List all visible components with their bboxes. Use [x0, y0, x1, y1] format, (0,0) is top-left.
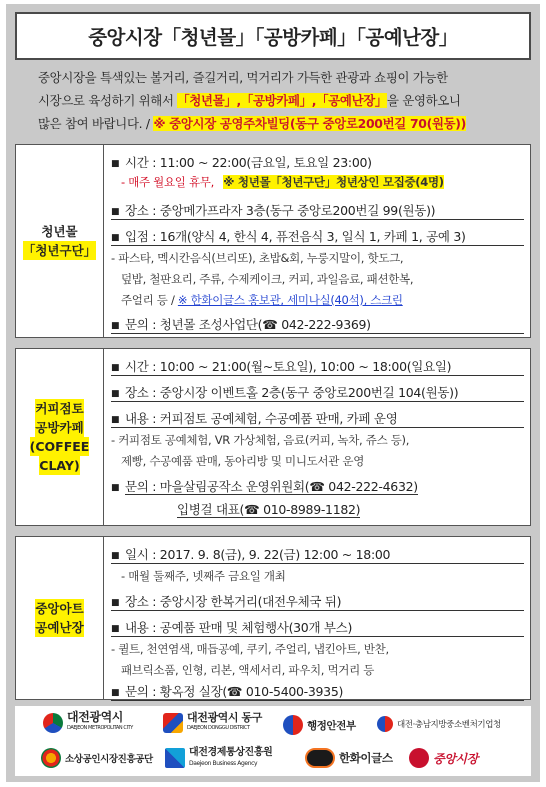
contact-row-2 [111, 500, 524, 518]
contact-row [111, 682, 524, 701]
logo-dba-sub: Daejeon Business Agency [189, 760, 258, 767]
place-row [111, 383, 524, 402]
contact-text-2: 입병걸 대표(☎ 010-8989-1182) [177, 502, 361, 517]
label-line-highlight: 「청년구단」 [22, 243, 97, 258]
logo-eagles-name: 한화이글스 [339, 751, 393, 765]
place-text: 장소 : 중앙메가프라자 3층(동구 중앙로200번길 99(원동)) [125, 203, 436, 218]
content-text: 내용 : 커피점토 공예체험, 수공예품 판매, 카페 운영 [125, 411, 398, 426]
intro-highlight: 「청년몰」,「공방카페」,「공예난장」 [177, 93, 388, 108]
contact-row [111, 315, 524, 334]
logo-donggu-text [187, 712, 262, 734]
stores-detail-2: 덮밥, 철판요리, 주류, 수제케이크, 커피, 과일음료, 패션한복, [121, 272, 414, 286]
logo-dba-name: 대전경제통상진흥원 [189, 747, 273, 758]
section-label [16, 349, 104, 525]
logo-semas-name: 소상공인시장진흥공단 [65, 754, 153, 765]
semas-emblem-icon [41, 748, 61, 768]
logo-sme-name: 대전·충남지방중소벤처기업청 [397, 720, 501, 730]
content-detail-2: 패브릭소품, 인형, 리본, 액세서리, 파우치, 먹거리 등 [121, 663, 375, 677]
label-line: 중앙아트 [35, 601, 84, 616]
content-text: 내용 : 공예품 판매 및 체험행사(30개 부스) [125, 620, 353, 635]
content-detail-2: 제빵, 수공예품 판매, 동아리방 및 미니도서관 운영 [121, 454, 365, 468]
logo-donggu [163, 712, 262, 734]
contact-text: 문의 : 황옥정 실장(☎ 010-5400-3935) [125, 684, 344, 699]
logo-market [409, 748, 478, 768]
logo-dba [165, 747, 272, 769]
logo-semas [41, 748, 153, 768]
place-row [111, 201, 524, 220]
page-title: 중앙시장「청년몰」「공방카페」「공예난장」 [15, 12, 531, 60]
section-label [16, 537, 104, 699]
logo-donggu-name: 대전광역시 동구 [187, 711, 263, 724]
label-line: 커피점토 [35, 401, 84, 416]
label-line: (COFFEE [29, 439, 90, 454]
bullet-icon: ■ [111, 232, 120, 243]
intro-line-3 [38, 112, 510, 135]
label-line: CLAY) [39, 458, 80, 473]
section-youth-mall [15, 144, 531, 338]
bullet-icon: ■ [111, 320, 120, 331]
content-row [111, 409, 524, 428]
logo-daejeon-sub: DAEJEON METROPOLITAN CITY [67, 725, 133, 731]
stores-detail-1: - 파스타, 멕시칸음식(브리또), 초밥&회, 누룽지말이, 핫도그, [111, 251, 404, 265]
logo-mois [283, 715, 356, 735]
label-line: 공방카페 [35, 420, 84, 435]
logo-daejeon-name: 대전광역시 [67, 710, 123, 724]
bullet-icon: ■ [111, 687, 120, 698]
section-coffee-clay [15, 348, 531, 526]
time-note-row [111, 174, 524, 190]
date-note: - 매월 둘째주, 넷째주 금요일 개최 [121, 569, 286, 583]
market-emblem-icon [409, 748, 429, 768]
intro-line-2 [38, 89, 510, 112]
stores-row [111, 227, 524, 246]
date-row [111, 545, 524, 564]
donggu-emblem-icon [163, 713, 183, 733]
logo-dba-text [189, 747, 272, 769]
intro-line-1: 중앙시장을 특색있는 볼거리, 즐길거리, 먹거리가 가득한 관광과 쇼핑이 가능한 [38, 70, 448, 85]
intro-line-2-text: 시장으로 육성하기 위해서 [38, 93, 178, 108]
bullet-icon: ■ [111, 623, 120, 634]
content-row [111, 618, 524, 637]
sponsor-logos [15, 706, 531, 776]
intro-line-3-text: 많은 참여 바랍니다. / [38, 116, 154, 131]
place-row [111, 592, 524, 611]
bullet-icon: ■ [111, 550, 120, 561]
logo-eagles [305, 748, 393, 768]
contact-row [111, 477, 524, 495]
time-row [111, 153, 524, 171]
logo-daejeon-text [67, 712, 133, 734]
daejeon-emblem-icon [43, 713, 63, 733]
bullet-icon: ■ [111, 414, 120, 425]
content-detail-1: - 퀼트, 천연염색, 매듭공예, 쿠키, 주얼리, 냅킨아트, 반찬, [111, 642, 389, 656]
parking-notice: ※ 중앙시장 공영주차빌딩(동구 중앙로200번길 70(원동)) [153, 116, 467, 131]
taegeuk-icon [377, 716, 393, 732]
bullet-icon: ■ [111, 158, 120, 169]
logo-donggu-sub: DAEJEON DONGGU DISTRICT [187, 725, 250, 731]
bullet-icon: ■ [111, 206, 120, 217]
place-text: 장소 : 중앙시장 이벤트홀 2층(동구 중앙로200번길 104(원동)) [125, 385, 459, 400]
stores-detail-3 [111, 292, 524, 308]
eagles-emblem-icon [305, 748, 335, 768]
time-row [111, 357, 524, 376]
logo-daejeon [43, 712, 133, 734]
bullet-icon: ■ [111, 388, 120, 399]
bullet-icon: ■ [111, 482, 120, 493]
contact-text: 문의 : 청년몰 조성사업단(☎ 042-222-9369) [125, 317, 371, 332]
section-label [16, 145, 104, 337]
bullet-icon: ■ [111, 597, 120, 608]
time-text: 시간 : 11:00 ~ 22:00(금요일, 토요일 23:00) [125, 155, 372, 170]
section-craft-market [15, 536, 531, 700]
logo-mois-name: 행정안전부 [307, 719, 356, 732]
label-line: 공예난장 [35, 620, 84, 635]
dba-emblem-icon [165, 748, 185, 768]
stores-text: 입점 : 16개(양식 4, 한식 4, 퓨전음식 3, 일식 1, 카페 1, 공예 3) [125, 229, 466, 244]
taegeuk-icon [283, 715, 303, 735]
logo-market-name: 중앙시장 [433, 751, 478, 766]
holiday-note: - 매주 월요일 휴무, [121, 175, 214, 189]
contact-text: 문의 : 마을살림공작소 운영위원회(☎ 042-222-4632) [125, 479, 418, 494]
intro-line-2-end: 을 운영하오니 [387, 93, 461, 108]
intro-text [38, 66, 510, 135]
date-text: 일시 : 2017. 9. 8(금), 9. 22(금) 12:00 ~ 18:00 [125, 547, 391, 562]
recruit-note: ※ 청년몰「청년구단」청년상인 모집중(4명) [223, 175, 444, 189]
content-detail-1: - 커피점토 공예체험, VR 가상체험, 음료(커피, 녹차, 쥬스 등), [111, 433, 410, 447]
eagles-promo-link: ※ 한화이글스 홍보관, 세미나실(40석), 스크린 [177, 293, 403, 307]
time-text: 시간 : 10:00 ~ 21:00(월~토요일), 10:00 ~ 18:00(일요일) [125, 359, 452, 374]
logo-sme [377, 716, 501, 732]
stores-detail-3-text: 주얼리 등 / [121, 293, 175, 307]
label-line: 청년몰 [41, 224, 78, 239]
bullet-icon: ■ [111, 362, 120, 373]
place-text: 장소 : 중앙시장 한복거리(대전우체국 뒤) [125, 594, 342, 609]
